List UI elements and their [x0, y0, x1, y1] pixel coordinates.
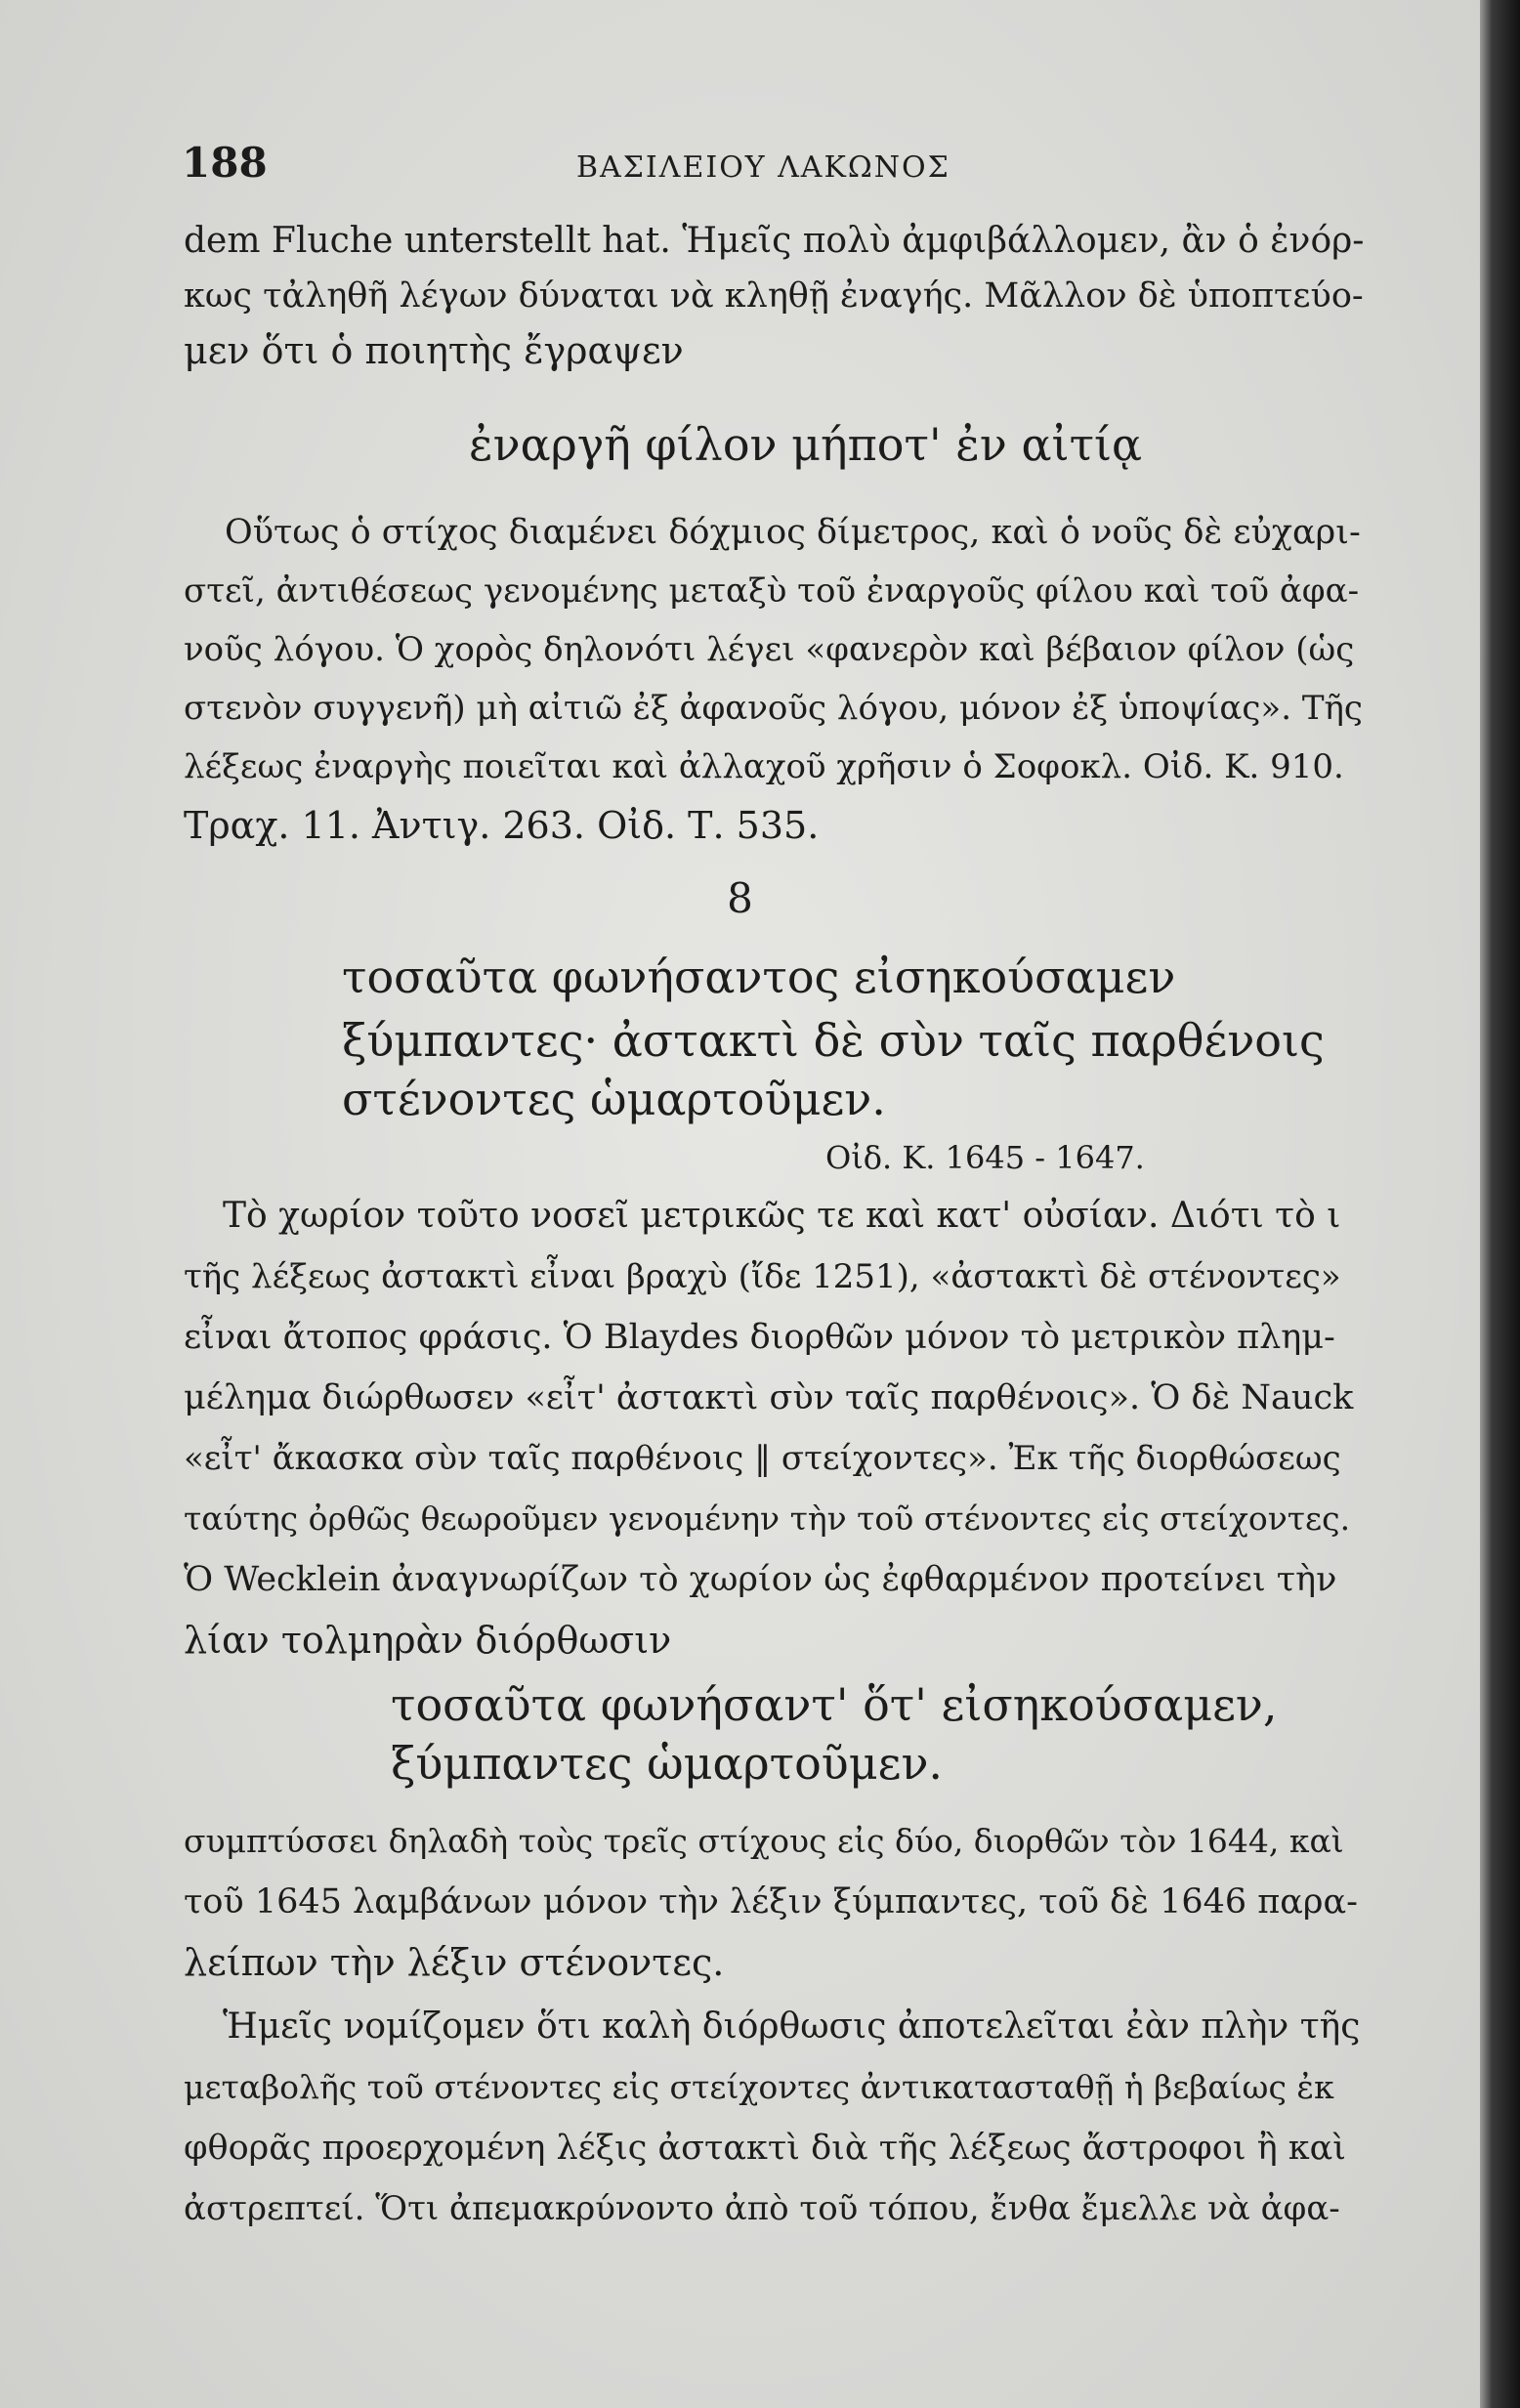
text-line: λέξεως ἐναργὴς ποιεῖται καὶ ἀλλαχοῦ χρῆσιν ὁ Σοφοκλ. Οἰδ. Κ. 910. — [184, 747, 1344, 786]
text-line: συμπτύσσει δηλαδὴ τοὺς τρεῖς στίχους εἰς δύο, διορθῶν τὸν 1644, καὶ — [184, 1822, 1344, 1860]
text-line: Τὸ χωρίον τοῦτο νοσεῖ μετρικῶς τε καὶ κατ' οὐσίαν. Διότι τὸ ι — [223, 1196, 1341, 1236]
verse-reference: Οἰδ. Κ. 1645 - 1647. — [825, 1139, 1145, 1176]
text-line: λείπων τὴν λέξιν στένοντες. — [184, 1941, 725, 1984]
verse-line: ξύμπαντες· ἀστακτὶ δὲ σὺν ταῖς παρθένοις — [342, 1014, 1325, 1067]
text-line: στενὸν συγγενῆ) μὴ αἰτιῶ ἐξ ἀφανοῦς λόγου, μόνον ἐξ ὑποψίας». Τῆς — [184, 689, 1363, 728]
text-line: μέλημα διώρθωσεν «εἶτ' ἀστακτὶ σὺν ταῖς παρθένοις». Ὁ δὲ Nauck — [184, 1378, 1354, 1417]
text-line: τοῦ 1645 λαμβάνων μόνον τὴν λέξιν ξύμπαντες, τοῦ δὲ 1646 παρα- — [184, 1882, 1358, 1922]
text-line: ταύτης ὀρθῶς θεωροῦμεν γενομένην τὴν τοῦ στένοντες εἰς στείχοντες. — [184, 1500, 1351, 1538]
text-line: μεν ὅτι ὁ ποιητὴς ἔγραψεν — [184, 329, 684, 372]
verse-line: ξύμπαντες ὡμαρτοῦμεν. — [391, 1737, 944, 1790]
text-line: «εἶτ' ἄκασκα σὺν ταῖς παρθένοις ‖ στείχοντες». Ἐκ τῆς διορθώσεως — [184, 1439, 1341, 1478]
text-line: ἀστρεπτεί. Ὅτι ἀπεμακρύνοντο ἀπὸ τοῦ τόπου, ἔνθα ἔμελλε νὰ ἀφα- — [184, 2189, 1340, 2228]
page-number: 188 — [182, 139, 268, 187]
page-edge-shadow — [1480, 0, 1520, 2408]
text-line: κως τἀληθῆ λέγων δύναται νὰ κληθῇ ἐναγής. Μᾶλλον δὲ ὑποπτεύο- — [184, 276, 1364, 316]
running-title: ΒΑΣΙΛΕΙΟΥ ΛΑΚΩΝΟΣ — [576, 150, 950, 185]
section-number: 8 — [727, 874, 753, 922]
verse-line: τοσαῦτα φωνήσαντ' ὅτ' εἰσηκούσαμεν, — [391, 1678, 1278, 1731]
text-line: εἶναι ἄτοπος φράσις. Ὁ Blaydes διορθῶν μόνον τὸ μετρικὸν πλημ- — [184, 1318, 1335, 1357]
text-line: φθορᾶς προερχομένη λέξις ἀστακτὶ διὰ τῆς λέξεως ἄστροφοι ἢ καὶ — [184, 2129, 1347, 2168]
text-line: λίαν τολμηρὰν διόρθωσιν — [184, 1619, 672, 1662]
text-line: Ὁ Wecklein ἀναγνωρίζων τὸ χωρίον ὡς ἐφθαρμένον προτείνει τὴν — [184, 1560, 1337, 1599]
text-line: Τραχ. 11. Ἀντιγ. 263. Οἰδ. Τ. 535. — [184, 804, 820, 847]
text-line: στεῖ, ἀντιθέσεως γενομένης μεταξὺ τοῦ ἐναργοῦς φίλου καὶ τοῦ ἀφα- — [184, 571, 1360, 611]
text-line: νοῦς λόγου. Ὁ χορὸς δηλονότι λέγει «φανερὸν καὶ βέβαιον φίλον (ὡς — [184, 630, 1355, 669]
text-line: τῆς λέξεως ἀστακτὶ εἶναι βραχὺ (ἴδε 1251), «ἀστακτὶ δὲ στένοντες» — [184, 1257, 1341, 1296]
verse-line: στένοντες ὡμαρτοῦμεν. — [342, 1073, 886, 1125]
text-line: μεταβολῆς τοῦ στένοντες εἰς στείχοντες ἀντικατασταθῇ ἡ βεβαίως ἐκ — [184, 2068, 1334, 2106]
verse-line: τοσαῦτα φωνήσαντος εἰσηκούσαμεν — [342, 951, 1176, 1003]
text-line: Ἡμεῖς νομίζομεν ὅτι καλὴ διόρθωσις ἀποτελεῖται ἐὰν πλὴν τῆς — [223, 2007, 1361, 2047]
text-line: Οὕτως ὁ στίχος διαμένει δόχμιος δίμετρος, καὶ ὁ νοῦς δὲ εὐχαρι- — [225, 513, 1361, 552]
verse-line: ἐναργῆ φίλον μήποτ' ἐν αἰτίᾳ — [469, 418, 1143, 471]
text-line: dem Fluche unterstellt hat. Ἡμεῖς πολὺ ἀμφιβάλλομεν, ἂν ὁ ἐνόρ- — [184, 221, 1365, 261]
